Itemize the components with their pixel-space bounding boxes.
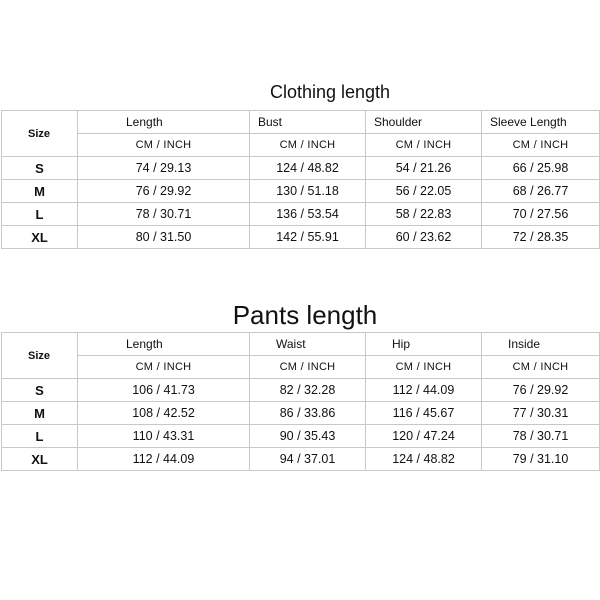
table-header-row [2, 333, 600, 356]
table-cell: 106 / 41.73 [78, 379, 250, 402]
unit-label: CM / INCH [250, 134, 366, 157]
table-row [2, 379, 600, 402]
table-cell: 72 / 28.35 [482, 226, 600, 249]
unit-label: CM / INCH [78, 134, 250, 157]
table-row [2, 226, 600, 249]
table-row [2, 448, 600, 471]
unit-row [2, 356, 600, 379]
size-label: S [2, 379, 78, 402]
table-cell: 110 / 43.31 [78, 425, 250, 448]
table-row [2, 402, 600, 425]
table-cell: 124 / 48.82 [250, 157, 366, 180]
table-cell: 86 / 33.86 [250, 402, 366, 425]
size-label: S [2, 157, 78, 180]
size-column-header: Size [2, 333, 78, 379]
size-label: M [2, 180, 78, 203]
table-row [2, 157, 600, 180]
clothing-length-title: Clothing length [269, 82, 391, 102]
table-cell: 76 / 29.92 [78, 180, 250, 203]
table-cell: 66 / 25.98 [482, 157, 600, 180]
table-cell: 68 / 26.77 [482, 180, 600, 203]
unit-label: CM / INCH [250, 356, 366, 379]
table-cell: 60 / 23.62 [366, 226, 482, 249]
size-label: M [2, 402, 78, 425]
unit-label: CM / INCH [366, 356, 482, 379]
table-cell: 78 / 30.71 [482, 425, 600, 448]
table-cell: 79 / 31.10 [482, 448, 600, 471]
column-header-length: Length [78, 111, 250, 134]
table-cell: 90 / 35.43 [250, 425, 366, 448]
table-cell: 74 / 29.13 [78, 157, 250, 180]
table-cell: 112 / 44.09 [78, 448, 250, 471]
size-label: L [2, 203, 78, 226]
table-row [2, 203, 600, 226]
unit-label: CM / INCH [482, 356, 600, 379]
column-header-waist: Waist [250, 333, 366, 356]
table-cell: 56 / 22.05 [366, 180, 482, 203]
table-cell: 58 / 22.83 [366, 203, 482, 226]
table-cell: 77 / 30.31 [482, 402, 600, 425]
table-cell: 70 / 27.56 [482, 203, 600, 226]
unit-label: CM / INCH [78, 356, 250, 379]
unit-label: CM / INCH [366, 134, 482, 157]
size-label: XL [2, 448, 78, 471]
table-cell: 82 / 32.28 [250, 379, 366, 402]
column-header-shoulder: Shoulder [366, 111, 482, 134]
table-cell: 78 / 30.71 [78, 203, 250, 226]
size-label: L [2, 425, 78, 448]
table-cell: 130 / 51.18 [250, 180, 366, 203]
unit-row [2, 134, 600, 157]
pants-length-title: Pants length [232, 300, 378, 330]
column-header-length: Length [78, 333, 250, 356]
table-cell: 142 / 55.91 [250, 226, 366, 249]
table-row [2, 180, 600, 203]
pants-size-table [1, 332, 600, 471]
column-header-sleeve-length: Sleeve Length [482, 111, 600, 134]
table-cell: 76 / 29.92 [482, 379, 600, 402]
column-header-hip: Hip [366, 333, 482, 356]
clothing-size-table [1, 110, 600, 249]
table-cell: 124 / 48.82 [366, 448, 482, 471]
table-cell: 116 / 45.67 [366, 402, 482, 425]
column-header-inside: Inside [482, 333, 600, 356]
table-cell: 108 / 42.52 [78, 402, 250, 425]
table-cell: 120 / 47.24 [366, 425, 482, 448]
size-label: XL [2, 226, 78, 249]
table-row [2, 425, 600, 448]
table-cell: 54 / 21.26 [366, 157, 482, 180]
column-header-bust: Bust [250, 111, 366, 134]
table-cell: 136 / 53.54 [250, 203, 366, 226]
table-cell: 112 / 44.09 [366, 379, 482, 402]
table-header-row [2, 111, 600, 134]
unit-label: CM / INCH [482, 134, 600, 157]
table-cell: 80 / 31.50 [78, 226, 250, 249]
size-column-header: Size [2, 111, 78, 157]
table-cell: 94 / 37.01 [250, 448, 366, 471]
